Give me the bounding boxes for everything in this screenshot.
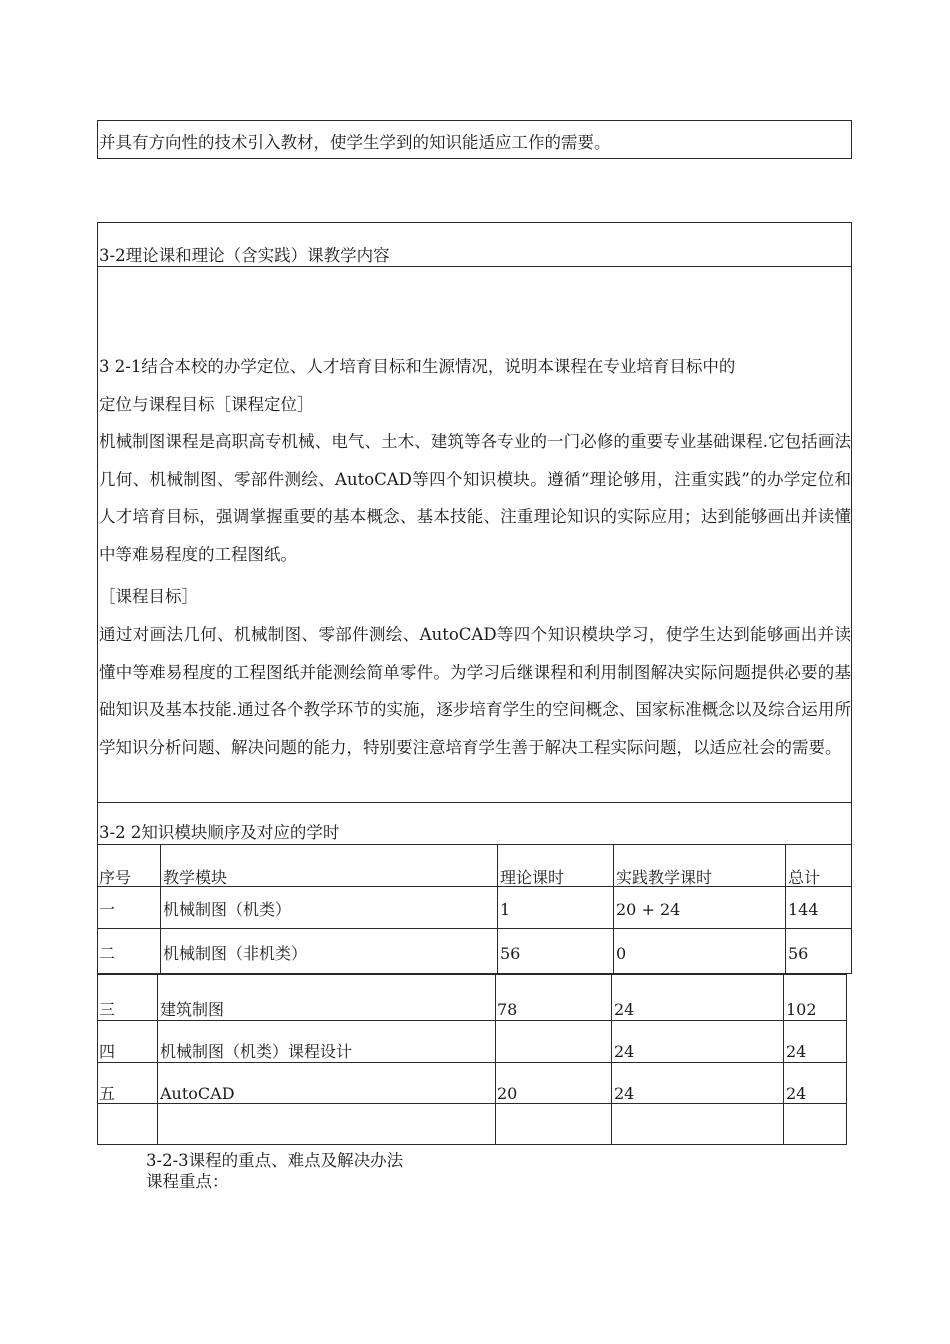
column-header-total: 总计 (788, 868, 821, 887)
column-header-module: 教学模块 (163, 868, 228, 887)
course-goal-text: 通过对画法几何、机械制图、零部件测绘、AutoCAD等四个知识模块学习，使学生达到能够画出并读懂中等难易程度的工程图纸并能测绘简单零件。为学习后继课程和利用制图解决实际问题提供必要的基础知识及基本技能.通过各个教学环节的实施，逐步培育学生的空间概念、国家标准概念以及综合运用所学知识分析问题、解决问题的能力，特别要注意培育学生善于解决工程实际问题，以适应社会的需要。 (99, 625, 851, 757)
table-col-line (785, 844, 786, 974)
table-cell: 机械制图（机类） (163, 900, 292, 919)
table-col-line (495, 974, 496, 1145)
table-cell: 24 (786, 1042, 807, 1061)
subsection-3-heading: 3-2-3课程的重点、难点及解决办法 (146, 1151, 404, 1170)
table-col-line (783, 974, 784, 1145)
table-col-line (611, 974, 612, 1145)
table-cell: 24 (786, 1084, 807, 1103)
section-heading-divider (97, 266, 852, 267)
table-col-line (157, 974, 158, 1145)
table-cell: 24 (614, 1042, 635, 1061)
table-cell: 0 (616, 944, 627, 963)
section-heading: 3-2理论课和理论（含实践）课教学内容 (99, 246, 390, 265)
table-col-line (160, 844, 161, 974)
table-cell: 一 (99, 900, 116, 919)
table-cell: 20 + 24 (616, 900, 681, 919)
table-col-line (497, 844, 498, 974)
subsection-1-heading-line1: 3 2-1结合本校的办学定位、人才培育目标和生源情况，说明本课程在专业培育目标中的 (99, 357, 736, 376)
continuation-text: 并具有方向性的技术引入教材，使学生学到的知识能适应工作的需要。 (99, 133, 611, 152)
course-goal-label: ［课程目标］ (99, 587, 198, 606)
table-cell: 56 (500, 944, 521, 963)
table-row-line (97, 928, 852, 929)
table-cell: 24 (614, 1000, 635, 1019)
table-row-line (97, 1062, 847, 1063)
table-cell: 机械制图（非机类） (163, 944, 308, 963)
table-cell: 四 (99, 1042, 116, 1061)
subsection-2-divider (97, 802, 852, 803)
table-cell: 78 (497, 1000, 518, 1019)
table-cell: 102 (786, 1000, 817, 1019)
table-cell: 二 (99, 944, 116, 963)
table-row-line (97, 1020, 847, 1021)
table-cell: 144 (788, 900, 819, 919)
table-cell: 24 (614, 1084, 635, 1103)
table-cell: 1 (500, 900, 511, 919)
key-points-label: 课程重点： (146, 1172, 229, 1191)
table-cell: 三 (99, 1000, 116, 1019)
table-cell: 56 (788, 944, 809, 963)
table-cell: 20 (497, 1084, 518, 1103)
table-cell: 机械制图（机类）课程设计 (160, 1042, 353, 1061)
table-col-line (613, 844, 614, 974)
course-positioning-text: 机械制图课程是高职高专机械、电气、土木、建筑等各专业的一门必修的重要专业基础课程.它包括画法几何、机械制图、零部件测绘、AutoCAD等四个知识模块。遵循“理论够用，注重实践”的办学定位和人才培育目标，强调掌握重要的基本概念、基本技能、注重理论知识的实际应用；达到能够画出并读懂中等难易程度的工程图纸。 (99, 432, 851, 564)
column-header-theory-hours: 理论课时 (500, 868, 565, 887)
table-cell: 五 (99, 1084, 116, 1103)
subsection-2-heading: 3-2 2知识模块顺序及对应的学时 (99, 823, 340, 842)
table-cell: 建筑制图 (160, 1000, 225, 1019)
column-header-index: 序号 (99, 868, 132, 887)
column-header-practice-hours: 实践教学课时 (616, 868, 713, 887)
table-cell: AutoCAD (160, 1084, 235, 1103)
subsection-1-heading-line2: 定位与课程目标［课程定位］ (99, 395, 314, 414)
